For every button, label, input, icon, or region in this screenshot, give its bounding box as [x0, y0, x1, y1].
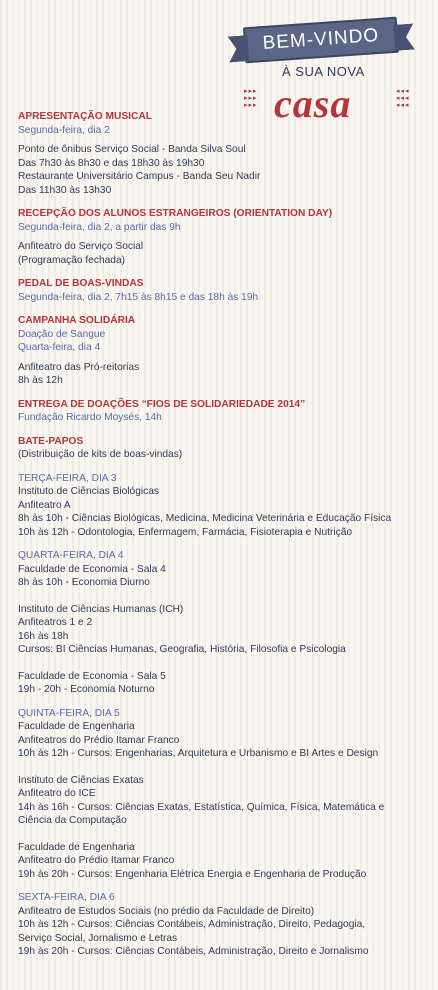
bate-papos-note: (Distribuição de kits de boas-vindas): [18, 449, 183, 460]
schedule-line: 8h às 10h - Economia Diurno: [18, 577, 150, 588]
schedule-line: 16h às 18h: [18, 630, 69, 642]
event-section: [18, 207, 428, 267]
schedule-line: 19h às 20h - Cursos: Ciências Contábeis, Administração, Direito e Jornalismo: [18, 946, 369, 957]
event-date: Segunda-feira, dia 2, 7h15 às 8h15 e das 18h às 19h: [18, 291, 259, 303]
spacer: [18, 657, 428, 670]
event-date: Doação de Sangue: [18, 328, 106, 340]
event-detail: Anfiteatro do Serviço Social: [18, 241, 144, 252]
schedule-line: 10h às 12h - Cursos: Engenharias, Arquitetura e Urbanismo e BI Artes e Design: [18, 748, 379, 759]
event-detail: (Programação fechada): [18, 254, 126, 266]
event-date: Segunda-feira, dia 2: [18, 124, 110, 136]
event-detail: 8h às 12h: [18, 375, 63, 386]
arrow-decoration-right: ◂◂◂ ◂◂◂ ◂◂◂: [396, 88, 410, 109]
event-section: [18, 277, 428, 304]
event-title: CAMPANHA SOLIDÁRIA: [18, 315, 136, 326]
arrow-decoration-left: ▸▸▸ ▸▸▸ ▸▸▸: [244, 88, 258, 109]
event-section: [18, 398, 428, 425]
day-heading: TERÇA-FEIRA, DIA 3: [18, 472, 117, 484]
event-detail: Das 11h30 às 13h30: [18, 184, 112, 196]
schedule-line: Faculdade de Economia - Sala 4: [18, 563, 166, 575]
event-title: PEDAL DE BOAS-VINDAS: [18, 278, 144, 289]
event-section: [18, 314, 428, 388]
welcome-header: [230, 14, 430, 124]
schedule-content: [18, 110, 428, 969]
day-section: [18, 707, 428, 882]
schedule-line: Anfiteatro do Prédio Itamar Franco: [18, 855, 175, 866]
schedule-line: Anfiteatros 1 e 2: [18, 617, 93, 628]
schedule-line: Instituto de Ciências Biológicas: [18, 486, 160, 497]
event-detail: Das 7h30 às 8h30 e das 18h30 às 19h30: [18, 157, 205, 169]
event-title: ENTREGA DE DOAÇÕES “FIOS DE SOLIDARIEDADE 2014”: [18, 398, 306, 410]
event-detail: Restaurante Universitário Campus - Banda Seu Nadir: [18, 171, 261, 182]
schedule-line: Anfiteatro do ICE: [18, 788, 96, 799]
event-detail: Anfiteatro das Pró-reitorias: [18, 361, 140, 373]
day-section: [18, 891, 428, 959]
spacer: [18, 590, 428, 603]
schedule-line: 19h - 20h - Economia Noturno: [18, 684, 155, 695]
schedule-line: Instituto de Ciências Exatas: [18, 774, 144, 786]
schedule-line: 10h às 12h - Cursos: Ciências Contábeis, Administração, Direito, Pedagogia,: [18, 919, 366, 930]
schedule-line: Anfiteatro de Estudos Sociais (no prédio da Faculdade de Direito): [18, 905, 315, 917]
schedule-line: 14h às 16h - Cursos: Ciências Exatas, Estatística, Química, Física, Matemática e: [18, 801, 385, 813]
day-heading: QUINTA-FEIRA, DIA 5: [18, 707, 120, 719]
day-section: [18, 549, 428, 697]
schedule-line: Ciência da Computação: [18, 815, 127, 826]
event-title: APRESENTAÇÃO MUSICAL: [18, 111, 152, 122]
schedule-line: Faculdade de Economia - Sala 5: [18, 670, 166, 682]
spacer: [18, 761, 428, 774]
schedule-line: Faculdade de Engenharia: [18, 721, 135, 732]
welcome-banner: BEM-VINDO: [243, 17, 399, 64]
schedule-line: 10h às 12h - Odontologia, Enfermagem, Farmácia, Fisioterapia e Nutrição: [18, 526, 353, 538]
event-date: Fundação Ricardo Moysés, 14h: [18, 412, 162, 423]
bate-papos-title: BATE-PAPOS: [18, 435, 84, 447]
day-heading: QUARTA-FEIRA, DIA 4: [18, 550, 124, 561]
schedule-line: Serviço Social, Jornalismo e Letras: [18, 932, 178, 944]
schedule-line: Anfiteatros do Prédio Itamar Franco: [18, 734, 180, 746]
schedule-line: 8h às 10h - Ciências Biológicas, Medicina, Medicina Veterinária e Educação Física: [18, 513, 392, 524]
event-date: Segunda-feira, dia 2, a partir das 9h: [18, 221, 181, 233]
schedule-line: Anfiteatro A: [18, 499, 71, 511]
bate-papos-section: [18, 435, 428, 462]
event-date: Quarta-feira, dia 4: [18, 342, 101, 353]
day-section: [18, 472, 428, 540]
header-casa-word: casa: [274, 81, 352, 126]
schedule-line: Faculdade de Engenharia: [18, 841, 135, 853]
event-section: [18, 110, 428, 197]
header-subtitle: À SUA NOVA: [282, 64, 365, 79]
schedule-line: 19h às 20h - Cursos: Engenharia Elétrica Energia e Engenharia de Produção: [18, 868, 367, 880]
event-detail: Ponto de ônibus Serviço Social - Banda Silva Soul: [18, 144, 246, 155]
event-title: RECEPÇÃO DOS ALUNOS ESTRANGEIROS (ORIENTATION DAY): [18, 208, 333, 219]
day-heading: SEXTA-FEIRA, DIA 6: [18, 892, 115, 903]
spacer: [18, 828, 428, 841]
schedule-line: Instituto de Ciências Humanas (ICH): [18, 603, 184, 615]
schedule-line: Cursos: BI Ciências Humanas, Geografia, História, Filosofia e Psicologia: [18, 644, 346, 655]
